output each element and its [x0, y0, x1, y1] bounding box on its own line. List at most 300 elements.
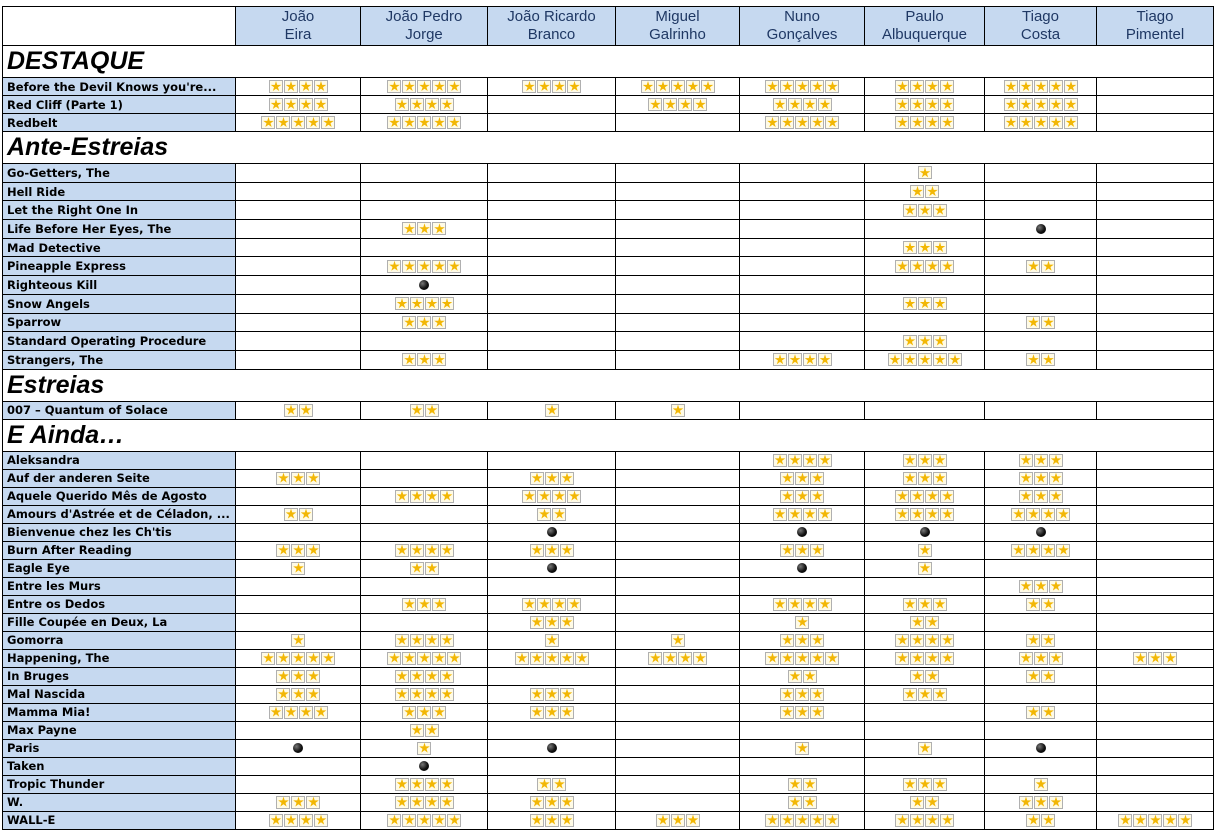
star-icon — [803, 598, 817, 611]
rating-cell — [985, 220, 1097, 239]
star-rating — [1018, 796, 1063, 809]
critic-first-name: Miguel — [655, 8, 700, 25]
star-icon — [780, 814, 794, 827]
star-icon — [918, 353, 932, 366]
star-icon — [765, 814, 779, 827]
rating-cell — [488, 257, 616, 276]
star-icon — [895, 260, 909, 273]
star-icon — [795, 472, 809, 485]
star-icon — [402, 353, 416, 366]
star-rating — [1018, 472, 1063, 485]
rating-cell — [488, 739, 616, 757]
film-title: Bienvenue chez les Ch'tis — [3, 523, 236, 541]
film-title: Mad Detective — [3, 238, 236, 257]
film-title: Happening, The — [3, 649, 236, 667]
star-rating — [1003, 80, 1078, 93]
rating-cell — [616, 793, 740, 811]
star-icon — [940, 508, 954, 521]
rating-cell — [1097, 257, 1214, 276]
rating-cell — [865, 201, 985, 220]
rating-cell — [740, 451, 865, 469]
star-icon — [641, 80, 655, 93]
star-icon — [773, 508, 787, 521]
star-rating — [887, 353, 962, 366]
star-icon — [530, 652, 544, 665]
star-rating — [765, 652, 840, 665]
star-rating — [917, 742, 932, 755]
rating-cell — [985, 276, 1097, 295]
film-row — [3, 559, 1214, 577]
film-title: Mal Nascida — [3, 685, 236, 703]
star-icon — [925, 670, 939, 683]
star-icon — [552, 598, 566, 611]
film-row — [3, 523, 1214, 541]
star-icon — [276, 652, 290, 665]
rating-cell — [236, 523, 361, 541]
rating-cell — [361, 469, 488, 487]
star-icon — [918, 742, 932, 755]
star-icon — [910, 508, 924, 521]
star-icon — [410, 796, 424, 809]
star-rating — [394, 544, 454, 557]
star-icon — [671, 634, 685, 647]
star-rating — [544, 404, 559, 417]
star-icon — [306, 796, 320, 809]
star-icon — [1026, 598, 1040, 611]
star-icon — [888, 353, 902, 366]
rating-cell — [1097, 78, 1214, 96]
star-icon — [1034, 98, 1048, 111]
rating-cell — [361, 631, 488, 649]
star-icon — [1148, 814, 1162, 827]
rating-cell — [616, 350, 740, 369]
star-icon — [276, 472, 290, 485]
star-icon — [795, 706, 809, 719]
rating-cell — [985, 201, 1097, 220]
star-rating — [387, 80, 462, 93]
star-icon — [910, 98, 924, 111]
star-icon — [447, 116, 461, 129]
star-icon — [780, 80, 794, 93]
star-icon — [291, 544, 305, 557]
rating-cell — [488, 613, 616, 631]
rating-cell — [616, 313, 740, 332]
rating-cell — [1097, 238, 1214, 257]
star-icon — [1148, 652, 1162, 665]
star-icon — [552, 508, 566, 521]
star-icon — [918, 241, 932, 254]
star-icon — [545, 706, 559, 719]
star-icon — [402, 80, 416, 93]
star-icon — [417, 814, 431, 827]
rating-cell — [1097, 541, 1214, 559]
film-title: Let the Right One In — [3, 201, 236, 220]
star-icon — [933, 241, 947, 254]
star-icon — [795, 688, 809, 701]
rating-cell — [361, 721, 488, 739]
star-icon — [701, 80, 715, 93]
critic-first-name: Tiago — [1022, 8, 1059, 25]
rating-cell — [616, 257, 740, 276]
rating-cell — [236, 451, 361, 469]
star-icon — [1034, 116, 1048, 129]
rating-cell — [865, 350, 985, 369]
star-icon — [918, 778, 932, 791]
rating-cell — [865, 294, 985, 313]
film-row — [3, 182, 1214, 201]
star-icon — [387, 80, 401, 93]
film-row — [3, 811, 1214, 829]
star-icon — [773, 98, 787, 111]
rating-cell — [985, 667, 1097, 685]
rating-cell — [361, 595, 488, 613]
rating-cell — [616, 201, 740, 220]
star-icon — [773, 454, 787, 467]
ratings-body — [3, 46, 1214, 830]
star-icon — [788, 353, 802, 366]
star-icon — [314, 706, 328, 719]
bullet-icon — [797, 563, 807, 573]
rating-cell — [616, 78, 740, 96]
star-icon — [810, 490, 824, 503]
rating-cell — [361, 164, 488, 183]
rating-cell — [740, 559, 865, 577]
critic-last-name: Costa — [1020, 26, 1061, 43]
star-icon — [269, 98, 283, 111]
star-icon — [671, 80, 685, 93]
film-title: Righteous Kill — [3, 276, 236, 295]
rating-cell — [616, 703, 740, 721]
star-icon — [276, 796, 290, 809]
star-icon — [530, 688, 544, 701]
star-icon — [314, 814, 328, 827]
rating-cell — [740, 757, 865, 775]
film-row — [3, 164, 1214, 183]
star-icon — [918, 562, 932, 575]
rating-cell — [1097, 201, 1214, 220]
star-rating — [522, 490, 582, 503]
star-rating — [1003, 98, 1078, 111]
star-icon — [818, 454, 832, 467]
rating-cell — [1097, 703, 1214, 721]
rating-cell — [488, 469, 616, 487]
rating-cell — [865, 631, 985, 649]
rating-cell — [865, 541, 985, 559]
star-rating — [529, 688, 574, 701]
star-icon — [903, 297, 917, 310]
rating-cell — [236, 487, 361, 505]
star-icon — [299, 706, 313, 719]
star-rating — [268, 706, 328, 719]
star-icon — [1004, 116, 1018, 129]
rating-cell — [1097, 451, 1214, 469]
rating-cell — [740, 164, 865, 183]
star-icon — [432, 260, 446, 273]
star-icon — [410, 544, 424, 557]
star-rating — [529, 796, 574, 809]
rating-cell — [236, 559, 361, 577]
star-icon — [925, 796, 939, 809]
film-row — [3, 78, 1214, 96]
star-icon — [425, 98, 439, 111]
rating-cell — [865, 595, 985, 613]
star-icon — [269, 814, 283, 827]
star-rating — [772, 353, 832, 366]
star-rating — [276, 670, 321, 683]
film-title: W. — [3, 793, 236, 811]
star-icon — [291, 116, 305, 129]
rating-cell — [985, 487, 1097, 505]
star-rating — [902, 454, 947, 467]
star-icon — [545, 544, 559, 557]
film-row — [3, 613, 1214, 631]
star-icon — [940, 634, 954, 647]
star-icon — [410, 688, 424, 701]
star-icon — [910, 616, 924, 629]
film-row — [3, 276, 1214, 295]
star-icon — [321, 652, 335, 665]
film-title: 007 – Quantum of Solace — [3, 401, 236, 419]
star-icon — [395, 778, 409, 791]
rating-cell — [361, 451, 488, 469]
star-icon — [410, 724, 424, 737]
rating-cell — [1097, 313, 1214, 332]
star-rating — [787, 796, 817, 809]
section-title: DESTAQUE — [3, 46, 1214, 78]
star-icon — [648, 652, 662, 665]
star-icon — [545, 814, 559, 827]
rating-cell — [361, 811, 488, 829]
star-icon — [780, 472, 794, 485]
star-icon — [1163, 652, 1177, 665]
star-rating — [1011, 544, 1071, 557]
star-rating — [409, 404, 439, 417]
star-icon — [903, 688, 917, 701]
star-rating — [402, 316, 447, 329]
rating-cell — [740, 114, 865, 132]
star-icon — [560, 472, 574, 485]
star-icon — [432, 652, 446, 665]
rating-cell — [740, 667, 865, 685]
star-rating — [1018, 652, 1063, 665]
star-icon — [788, 508, 802, 521]
rating-cell — [740, 793, 865, 811]
rating-cell — [616, 505, 740, 523]
rating-cell — [1097, 775, 1214, 793]
star-rating — [387, 116, 462, 129]
star-icon — [410, 562, 424, 575]
star-rating — [409, 724, 439, 737]
rating-cell — [488, 685, 616, 703]
star-rating — [780, 490, 825, 503]
rating-cell — [1097, 401, 1214, 419]
rating-cell — [361, 313, 488, 332]
star-rating — [387, 814, 462, 827]
star-icon — [678, 652, 692, 665]
star-icon — [440, 544, 454, 557]
star-rating — [291, 634, 306, 647]
star-icon — [552, 778, 566, 791]
star-icon — [656, 814, 670, 827]
critic-last-name: Gonçalves — [766, 26, 838, 43]
film-row — [3, 649, 1214, 667]
film-row — [3, 294, 1214, 313]
star-rating — [895, 116, 955, 129]
rating-cell — [236, 577, 361, 595]
rating-cell — [740, 350, 865, 369]
star-icon — [795, 490, 809, 503]
star-icon — [1034, 472, 1048, 485]
star-icon — [940, 652, 954, 665]
star-icon — [765, 80, 779, 93]
star-rating — [1026, 353, 1056, 366]
rating-cell — [985, 577, 1097, 595]
star-rating — [902, 335, 947, 348]
critic-header — [740, 7, 865, 46]
star-icon — [1041, 316, 1055, 329]
rating-cell — [361, 96, 488, 114]
star-icon — [417, 353, 431, 366]
star-icon — [440, 297, 454, 310]
star-icon — [910, 796, 924, 809]
star-rating — [772, 98, 832, 111]
bullet-icon — [293, 743, 303, 753]
rating-cell — [985, 78, 1097, 96]
film-row — [3, 238, 1214, 257]
star-rating — [780, 472, 825, 485]
rating-cell — [488, 220, 616, 239]
rating-cell — [1097, 811, 1214, 829]
star-icon — [395, 98, 409, 111]
star-icon — [515, 652, 529, 665]
rating-cell — [616, 775, 740, 793]
rating-cell — [488, 238, 616, 257]
film-title: Life Before Her Eyes, The — [3, 220, 236, 239]
star-icon — [530, 544, 544, 557]
rating-cell — [740, 649, 865, 667]
rating-cell — [236, 595, 361, 613]
film-title: Strangers, The — [3, 350, 236, 369]
rating-cell — [865, 332, 985, 351]
star-icon — [425, 688, 439, 701]
star-icon — [1064, 80, 1078, 93]
star-icon — [1026, 814, 1040, 827]
star-rating — [895, 634, 955, 647]
rating-cell — [616, 401, 740, 419]
star-icon — [530, 796, 544, 809]
star-icon — [933, 778, 947, 791]
star-icon — [402, 116, 416, 129]
star-icon — [276, 116, 290, 129]
star-icon — [1026, 544, 1040, 557]
star-icon — [810, 814, 824, 827]
star-rating — [902, 204, 947, 217]
star-icon — [1041, 508, 1055, 521]
film-row — [3, 721, 1214, 739]
star-rating — [394, 778, 454, 791]
star-icon — [803, 778, 817, 791]
star-rating — [780, 706, 825, 719]
star-rating — [795, 616, 810, 629]
star-icon — [291, 652, 305, 665]
rating-cell — [488, 559, 616, 577]
star-rating — [895, 490, 955, 503]
rating-cell — [985, 332, 1097, 351]
rating-cell — [361, 703, 488, 721]
star-icon — [903, 454, 917, 467]
rating-cell — [985, 523, 1097, 541]
star-rating — [917, 562, 932, 575]
rating-cell — [361, 238, 488, 257]
star-icon — [910, 116, 924, 129]
rating-cell — [740, 78, 865, 96]
star-icon — [402, 598, 416, 611]
star-icon — [545, 634, 559, 647]
rating-cell — [985, 649, 1097, 667]
star-rating — [1118, 814, 1193, 827]
rating-cell — [488, 541, 616, 559]
rating-cell — [236, 78, 361, 96]
star-icon — [656, 80, 670, 93]
rating-cell — [985, 401, 1097, 419]
star-icon — [440, 490, 454, 503]
star-icon — [940, 490, 954, 503]
star-icon — [261, 116, 275, 129]
rating-cell — [1097, 350, 1214, 369]
rating-cell — [865, 238, 985, 257]
star-icon — [693, 98, 707, 111]
star-icon — [803, 796, 817, 809]
film-row — [3, 332, 1214, 351]
star-icon — [447, 652, 461, 665]
star-icon — [284, 404, 298, 417]
star-rating — [1011, 508, 1071, 521]
star-icon — [818, 353, 832, 366]
section-row — [3, 419, 1214, 451]
rating-cell — [865, 401, 985, 419]
star-icon — [395, 670, 409, 683]
film-row — [3, 667, 1214, 685]
rating-cell — [616, 721, 740, 739]
rating-cell — [361, 257, 488, 276]
rating-cell — [361, 332, 488, 351]
film-row — [3, 313, 1214, 332]
star-icon — [560, 544, 574, 557]
film-title: Before the Devil Knows you're... — [3, 78, 236, 96]
star-icon — [299, 814, 313, 827]
rating-cell — [236, 201, 361, 220]
rating-cell — [985, 164, 1097, 183]
star-rating — [910, 796, 940, 809]
star-rating — [514, 652, 589, 665]
star-icon — [560, 814, 574, 827]
star-icon — [895, 98, 909, 111]
rating-cell — [616, 613, 740, 631]
rating-cell — [361, 182, 488, 201]
bullet-icon — [920, 527, 930, 537]
star-icon — [795, 814, 809, 827]
star-rating — [772, 598, 832, 611]
star-rating — [780, 688, 825, 701]
rating-cell — [361, 401, 488, 419]
star-icon — [1019, 472, 1033, 485]
star-icon — [671, 814, 685, 827]
star-icon — [276, 670, 290, 683]
rating-cell — [740, 276, 865, 295]
rating-cell — [488, 505, 616, 523]
star-icon — [1004, 98, 1018, 111]
star-rating — [780, 544, 825, 557]
